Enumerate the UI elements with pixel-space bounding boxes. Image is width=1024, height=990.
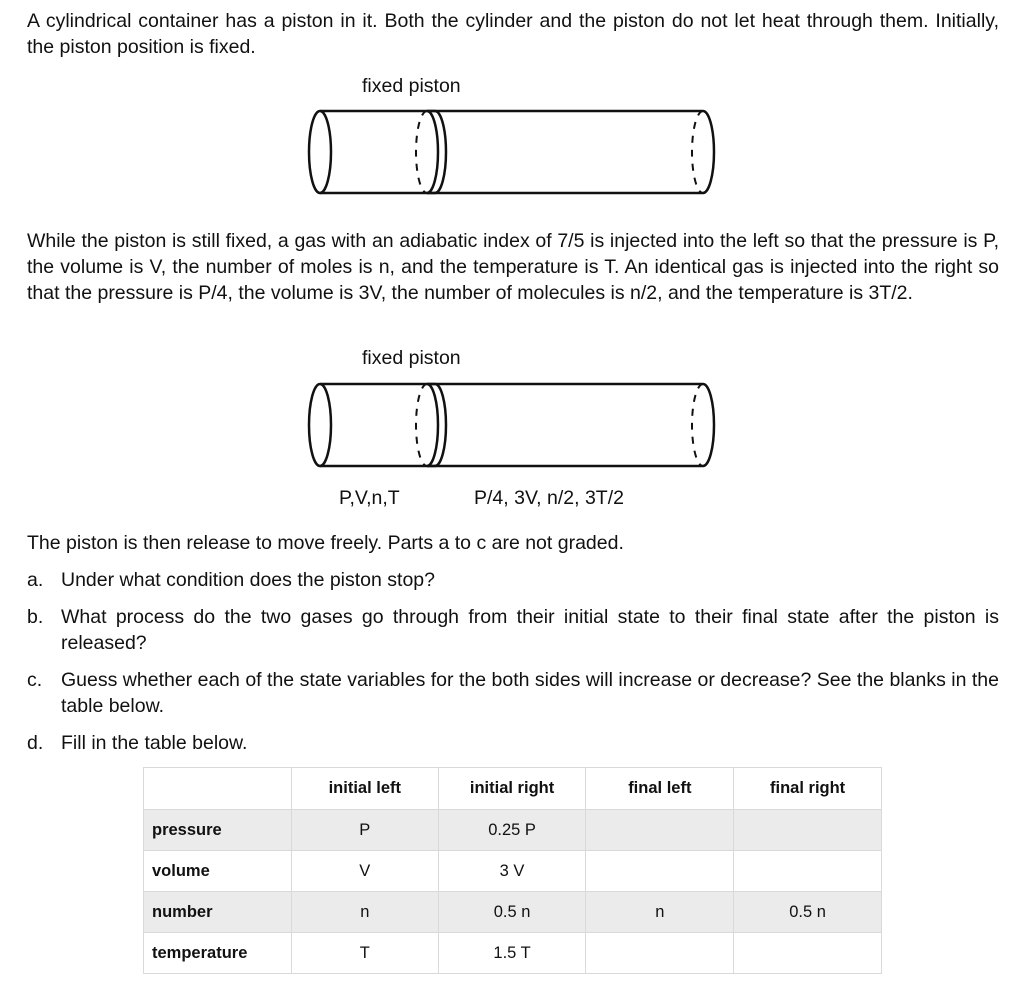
table-row (144, 810, 882, 851)
table-header-cell: final right (734, 768, 882, 810)
cylinder-diagram-2 (300, 375, 730, 475)
question-d (27, 730, 999, 756)
table-cell: 0.5 n (734, 892, 882, 933)
table-cell: P (291, 810, 438, 851)
setup-paragraph: While the piston is still fixed, a gas with an adiabatic index of 7/5 is injected into the left so that the pressure is P, the volume is V, the number of moles is n, and the temperature is T. An identical gas is injected into the right so that the pressure is P/4, the volume is 3V, the number of molecules is n/2, and the temperature is 3T/2. (27, 230, 999, 304)
left-state-label: P,V,n,T (339, 487, 400, 509)
diagram2-label: fixed piston (362, 347, 461, 369)
table-cell-blank[interactable] (734, 810, 882, 851)
table-cell-blank[interactable] (586, 933, 734, 974)
table-row (144, 892, 882, 933)
row-label: number (144, 892, 292, 933)
cylinder-left-end (309, 111, 331, 193)
release-paragraph: The piston is then release to move freely. Parts a to c are not graded. (27, 532, 624, 554)
table-header-row (144, 768, 882, 810)
table-cell: 1.5 T (438, 933, 586, 974)
question-b (27, 604, 999, 656)
row-label: pressure (144, 810, 292, 851)
piston-back (435, 111, 446, 193)
table-cell: 0.25 P (438, 810, 586, 851)
table-cell: n (291, 892, 438, 933)
table-cell-blank[interactable] (586, 851, 734, 892)
question-marker: a. (27, 569, 44, 591)
state-table (143, 767, 882, 974)
question-c (27, 667, 999, 719)
question-marker: c. (27, 669, 43, 691)
question-text: Under what condition does the piston stop? (61, 569, 435, 591)
diagram1-label: fixed piston (362, 75, 461, 97)
table-cell-blank[interactable] (734, 933, 882, 974)
table-header-cell: initial left (291, 768, 438, 810)
table-header-cell: final left (586, 768, 734, 810)
cylinder-diagram-1 (300, 102, 730, 202)
table-cell: T (291, 933, 438, 974)
intro-paragraph: A cylindrical container has a piston in it. Both the cylinder and the piston do not let heat through them. Initially, the piston position is fixed. (27, 10, 999, 58)
right-state-label: P/4, 3V, n/2, 3T/2 (474, 487, 624, 509)
cylinder-right-end (703, 111, 714, 193)
table-row (144, 851, 882, 892)
table-cell: 0.5 n (438, 892, 586, 933)
row-label: volume (144, 851, 292, 892)
question-text: Guess whether each of the state variables for the both sides will increase or decrease? See the blanks in the table below. (61, 669, 999, 717)
table-header-cell: initial right (438, 768, 586, 810)
question-a (27, 567, 999, 593)
question-text: What process do the two gases go through from their initial state to their final state after the piston is released? (61, 606, 999, 654)
table-cell: V (291, 851, 438, 892)
table-cell: 3 V (438, 851, 586, 892)
question-text: Fill in the table below. (61, 732, 248, 754)
table-header-cell (144, 768, 292, 810)
table-cell: n (586, 892, 734, 933)
table-row (144, 933, 882, 974)
table-cell-blank[interactable] (586, 810, 734, 851)
row-label: temperature (144, 933, 292, 974)
question-marker: d. (27, 732, 44, 754)
piston-front (427, 111, 438, 193)
table-cell-blank[interactable] (734, 851, 882, 892)
question-marker: b. (27, 606, 44, 628)
